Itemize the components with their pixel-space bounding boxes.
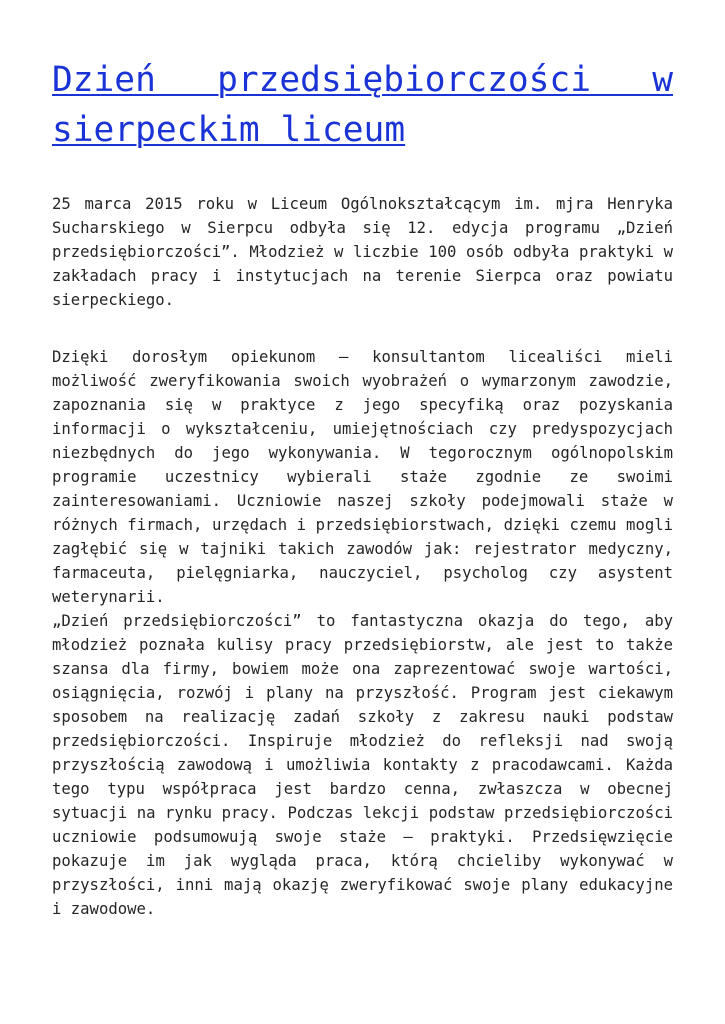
article xyxy=(52,55,673,921)
article-paragraph: „Dzień przedsiębiorczości” to fantastyczna okazja do tego, aby młodzież poznała kulisy pracy przedsiębiorstw, ale jest to także szansa dla firmy, bowiem może ona zaprezentować swoje wartości, osiągnięcia, rozwój i plany na przyszłość. Program jest ciekawym sposobem na realizację zadań szkoły z zakresu nauki podstaw przedsiębiorczości. Inspiruje młodzież do refleksji nad swoją przyszłością zawodową i umożliwia kontakty z pracodawcami. Każda tego typu współpraca jest bardzo cenna, zwłaszcza w obecnej sytuacji na rynku pracy. Podczas lekcji podstaw przedsiębiorczości uczniowie podsumowują swoje staże – praktyki. Przedsięwzięcie pokazuje im jak wygląda praca, którą chcieliby wykonywać w przyszłości, inni mają okazję zweryfikować swoje plany edukacyjne i zawodowe. xyxy=(52,612,673,918)
article-title-link[interactable]: Dzień przedsiębiorczości w sierpeckim liceum xyxy=(52,60,673,150)
article-paragraph: 25 marca 2015 roku w Liceum Ogólnokształcącym im. mjra Henryka Sucharskiego w Sierpcu odbyła się 12. edycja programu „Dzień przedsiębiorczości”. Młodzież w liczbie 100 osób odbyła praktyki w zakładach pracy i instytucjach na terenie Sierpca oraz powiatu sierpeckiego. xyxy=(52,195,673,309)
article-title xyxy=(52,55,673,155)
article-paragraph: Dzięki dorosłym opiekunom – konsultantom licealiści mieli możliwość zweryfikowania swoich wyobrażeń o wymarzonym zawodzie, zapoznania się w praktyce z jego specyfiką oraz pozyskania informacji o wykształceniu, umiejętnościach czy predyspozycjach niezbędnych do jego wykonywania. W tegorocznym ogólnopolskim programie uczestnicy wybierali staże zgodnie ze swoimi zainteresowaniami. Uczniowie naszej szkoły podejmowali staże w różnych firmach, urzędach i przedsiębiorstwach, dzięki czemu mogli zagłębić się w tajniki takich zawodów jak: rejestrator medyczny, farmaceuta, pielęgniarka, nauczyciel, psycholog czy asystent weterynarii. xyxy=(52,348,673,606)
